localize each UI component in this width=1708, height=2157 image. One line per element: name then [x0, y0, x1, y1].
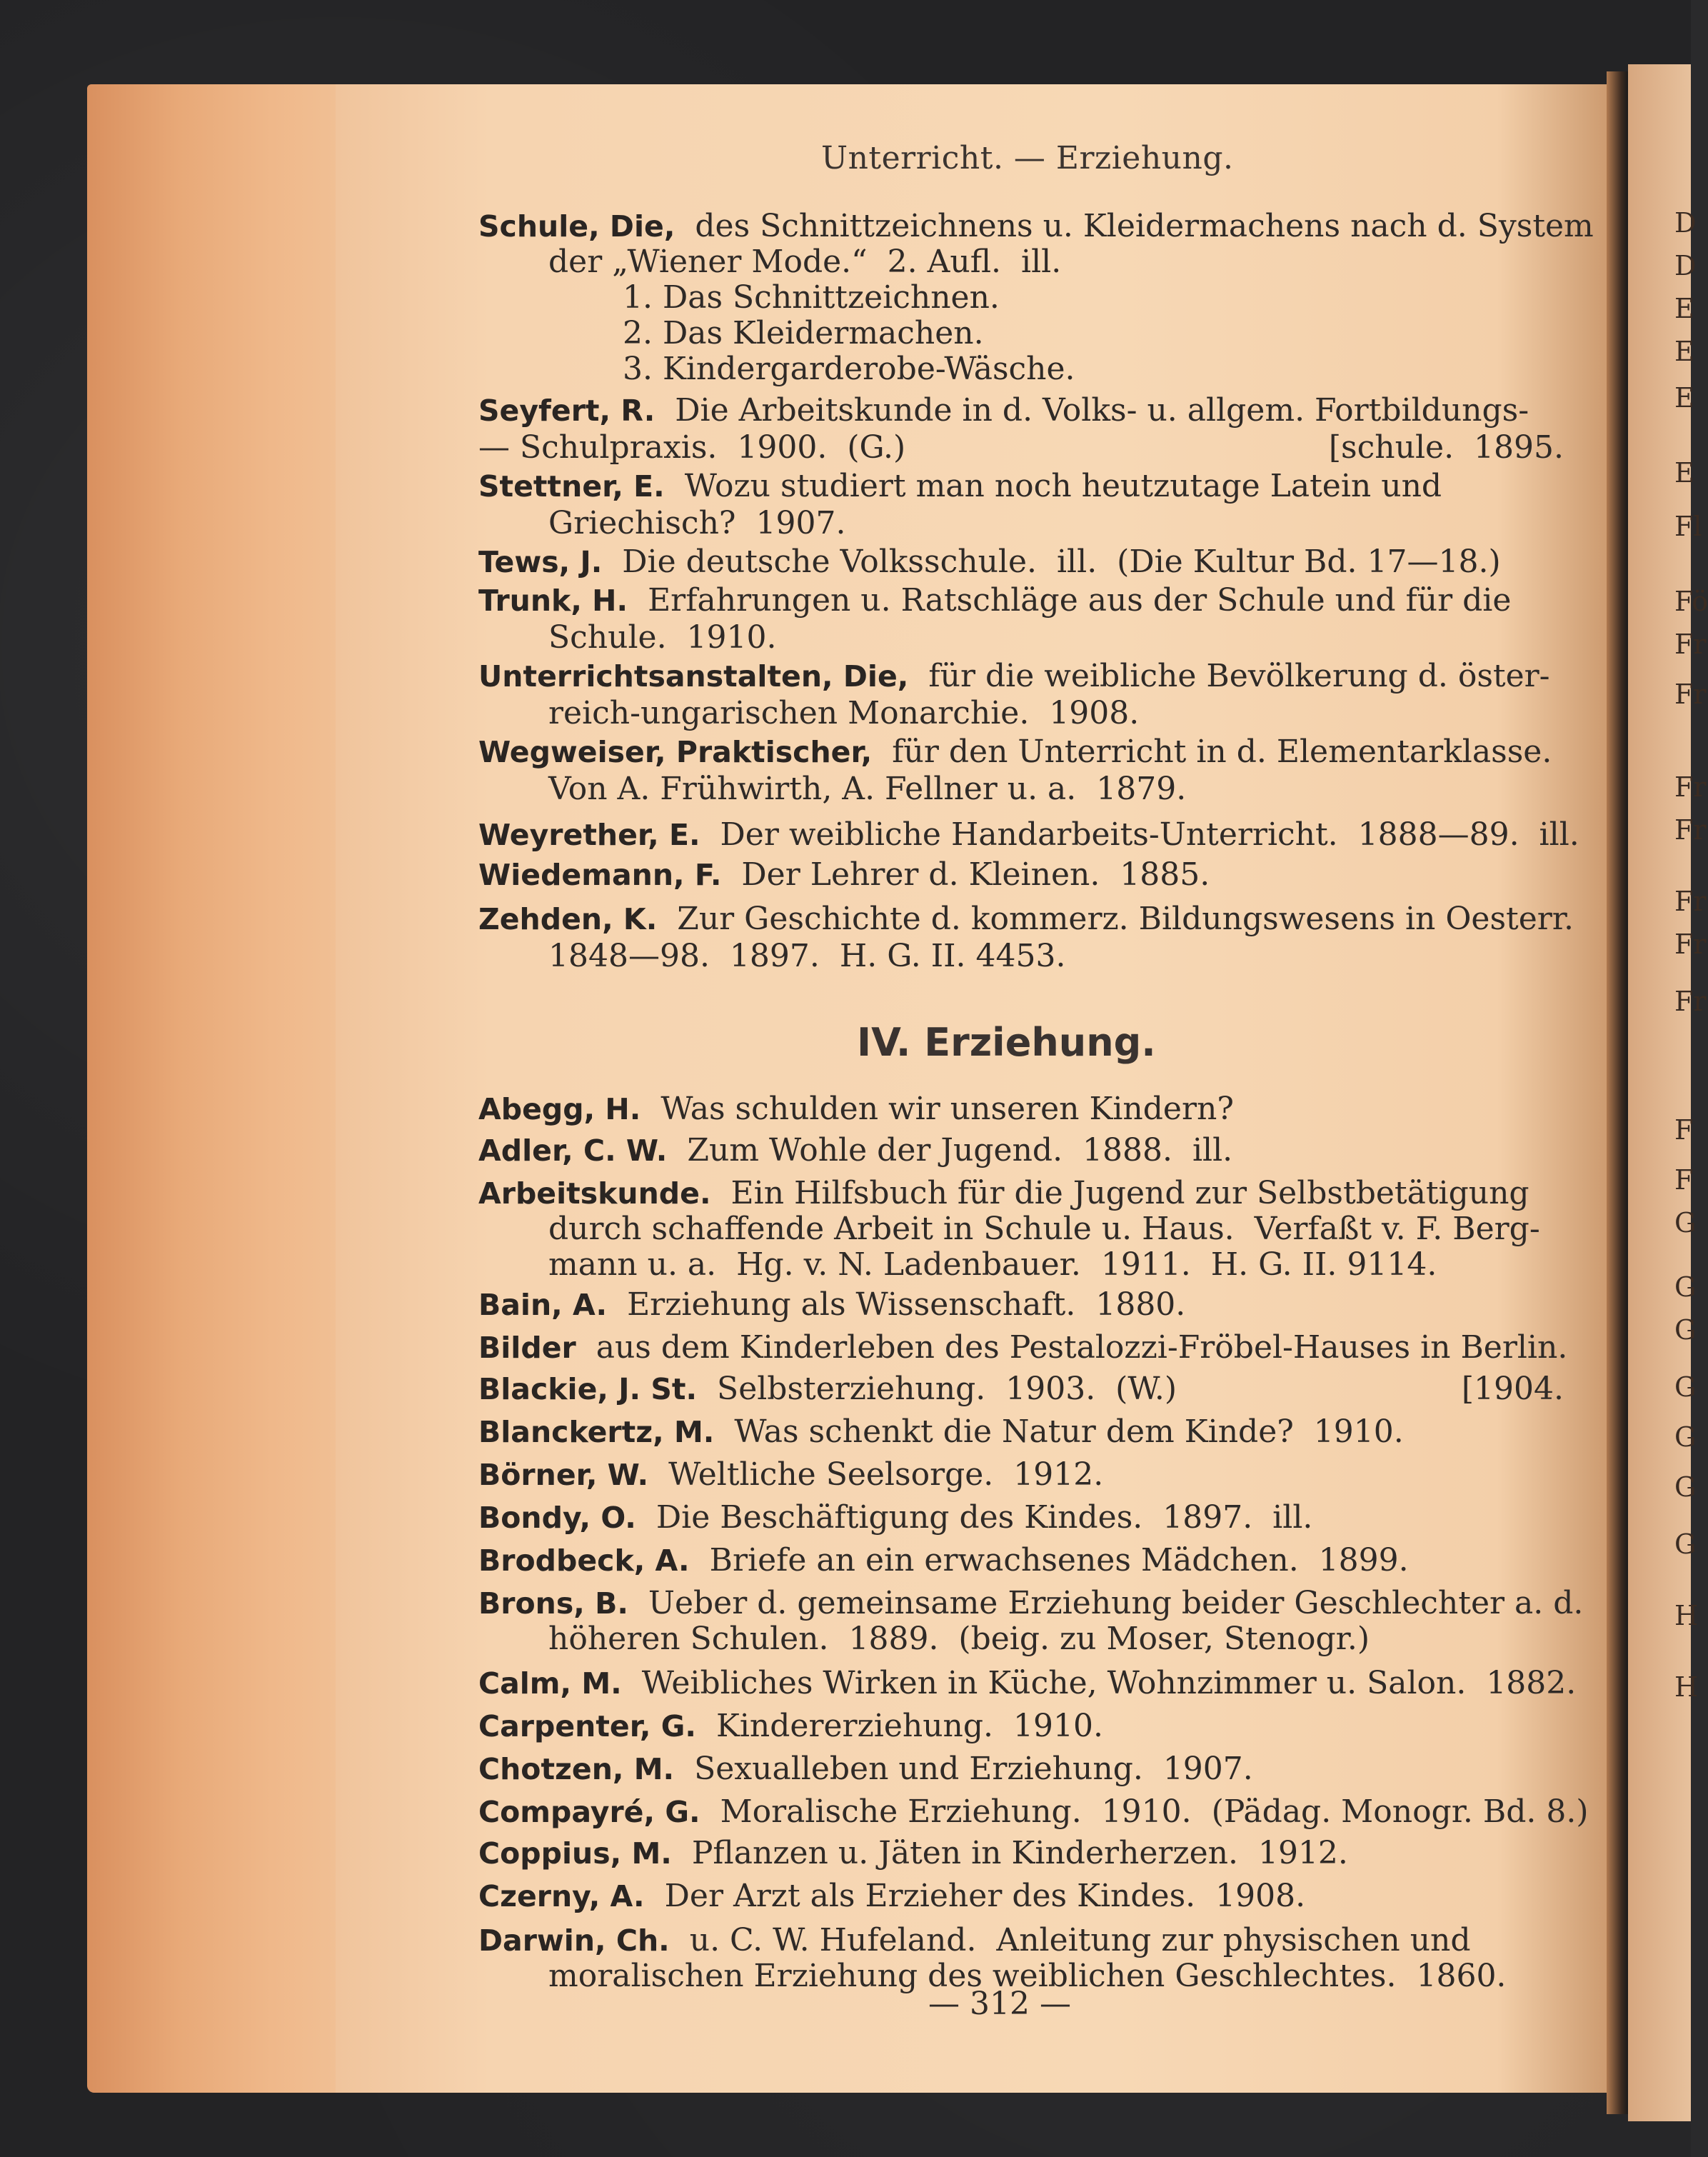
facing-page-letter: D [1674, 207, 1697, 239]
entry-author: Adler, C. W. [478, 1133, 668, 1168]
entry-text: Weltliche Seelsorge. 1912. [668, 1456, 1104, 1493]
entry-text: Sexualleben und Erziehung. 1907. [694, 1751, 1253, 1787]
entry-line [478, 1620, 1564, 1658]
entry-line [478, 816, 1579, 854]
entry-text: Der Arzt als Erzieher des Kindes. 1908. [664, 1878, 1306, 1914]
entry-line [478, 1131, 1564, 1170]
entry-text: mann u. a. Hg. v. N. Ladenbauer. 1911. H. G. II. 9114. [548, 1246, 1437, 1283]
facing-page-letter: Fr [1674, 814, 1707, 846]
entry-text: für den Unterricht in d. Elementarklasse. [892, 734, 1552, 770]
section-title: IV. Erziehung. [857, 1020, 1156, 1065]
facing-page-letter: Fr [1674, 629, 1707, 660]
entry-line [478, 1370, 1564, 1408]
entry-author: Bondy, O. [478, 1501, 636, 1535]
facing-page-letter: G [1674, 1271, 1697, 1303]
entry-continuation: [1904. [1461, 1371, 1564, 1407]
entry-text: des Schnittzeichnens u. Kleidermachens nach d. System [695, 208, 1594, 244]
facing-page-letter: E [1674, 336, 1694, 367]
entry-line [478, 1456, 1564, 1494]
entry-author: Bain, A. [478, 1288, 608, 1322]
entry-line [478, 581, 1564, 620]
entry-line [478, 1793, 1589, 1831]
entry-text: Griechisch? 1907. [548, 505, 846, 541]
entry-author: Blanckertz, M. [478, 1415, 715, 1449]
page-number: — 312 — [928, 1986, 1071, 2022]
entry-line [478, 733, 1564, 771]
entry-line [478, 900, 1574, 939]
entry-text: aus dem Kinderleben des Pestalozzi-Fröbel-Hauses in Berlin. [596, 1329, 1568, 1366]
entry-text: Briefe an ein erwachsenes Mädchen. 1899. [709, 1542, 1409, 1578]
entry-line [478, 1328, 1568, 1367]
entry-text: Was schenkt die Natur dem Kinde? 1910. [734, 1413, 1404, 1450]
entry-line [478, 1210, 1564, 1248]
facing-page-letter: Fr [1674, 771, 1707, 803]
facing-page-letter: E [1674, 293, 1694, 324]
entry-text: Ueber d. gemeinsame Erziehung beider Geschlechter a. d. [648, 1585, 1584, 1621]
facing-page-letter: Fr [1674, 986, 1707, 1017]
facing-page-letter: G [1674, 1528, 1697, 1560]
entry-text: Zur Geschichte d. kommerz. Bildungswesens in Oesterr. [677, 901, 1574, 937]
entry-author: Coppius, M. [478, 1836, 672, 1871]
entry-text: höheren Schulen. 1889. (beig. zu Moser, Stenogr.) [548, 1621, 1370, 1657]
entry-line [478, 619, 1564, 657]
entry-line [478, 657, 1564, 696]
facing-page-letter: H [1674, 1600, 1699, 1631]
entry-author: Weyrether, E. [478, 818, 700, 852]
entry-line [478, 1584, 1584, 1623]
entry-text: Wozu studiert man noch heutzutage Latein und [684, 468, 1442, 504]
entry-text: Selbsterziehung. 1903. (W.) [717, 1371, 1177, 1407]
facing-page-edge [1628, 64, 1694, 2121]
entry-author: Bilder [478, 1331, 576, 1365]
facing-page-letter: D [1674, 250, 1697, 281]
entry-author: Wiedemann, F. [478, 858, 722, 892]
entry-line [478, 770, 1564, 809]
entry-author: Blackie, J. St. [478, 1372, 698, 1406]
facing-page-letter: E [1674, 457, 1694, 489]
entry-text: Ein Hilfsbuch für die Jugend zur Selbstbetätigung [730, 1175, 1529, 1211]
entry-line [478, 1877, 1564, 1916]
entry-text: Pflanzen u. Jäten in Kinderherzen. 1912. [691, 1835, 1348, 1871]
entry-line [478, 1090, 1564, 1128]
entry-line [478, 1921, 1564, 1960]
entry-line [478, 350, 1564, 389]
entry-text: — Schulpraxis. 1900. (G.) [478, 429, 906, 466]
entry-line [478, 1246, 1564, 1284]
entry-text: Von A. Frühwirth, A. Fellner u. a. 1879. [548, 771, 1187, 807]
book-gutter [1607, 71, 1628, 2114]
entry-author: Brodbeck, A. [478, 1543, 690, 1578]
entry-author: Schule, Die, [478, 209, 675, 244]
entry-author: Chotzen, M. [478, 1752, 675, 1786]
entry-line [478, 279, 1564, 317]
entry-text: Der weibliche Handarbeits-Unterricht. 1888—89. ill. [720, 816, 1579, 853]
entry-continuation: [schule. 1895. [1328, 429, 1564, 466]
entry-line [478, 243, 1564, 281]
facing-page-letter: E [1674, 382, 1694, 414]
entry-author: Stettner, E. [478, 469, 665, 504]
entry-line [478, 1750, 1564, 1788]
entry-text: Moralische Erziehung. 1910. (Pädag. Monogr. Bd. 8.) [720, 1793, 1589, 1830]
entry-author: Wegweiser, Praktischer, [478, 735, 873, 769]
entry-author: Compayré, G. [478, 1795, 700, 1829]
entry-author: Abegg, H. [478, 1092, 641, 1126]
entry-author: Brons, B. [478, 1586, 628, 1621]
entry-line [478, 1174, 1564, 1213]
entry-line [478, 543, 1564, 581]
entry-line [478, 391, 1564, 430]
entry-text: Erfahrungen u. Ratschläge aus der Schule und für die [648, 582, 1512, 619]
entry-text: u. C. W. Hufeland. Anleitung zur physischen und [689, 1922, 1471, 1958]
entry-line [478, 1413, 1564, 1451]
entry-author: Seyfert, R. [478, 394, 655, 428]
entry-author: Arbeitskunde. [478, 1176, 711, 1211]
entry-line [478, 1664, 1577, 1703]
entry-text: für die weibliche Bevölkerung d. öster- [928, 658, 1550, 694]
entry-text: 3. Kindergarderobe-Wäsche. [623, 351, 1075, 387]
running-head: Unterricht. — Erziehung. [821, 140, 1234, 176]
entry-line [478, 856, 1564, 894]
entry-author: Börner, W. [478, 1458, 649, 1492]
entry-line [478, 1286, 1564, 1324]
facing-page-letter: Fr [1674, 929, 1707, 960]
facing-page-letter: Fl [1674, 511, 1702, 542]
entry-text: reich-ungarischen Monarchie. 1908. [548, 695, 1140, 731]
entry-line [478, 1498, 1564, 1537]
entry-author: Calm, M. [478, 1666, 622, 1701]
entry-text: Die Arbeitskunde in d. Volks- u. allgem. Fortbildungs- [675, 392, 1529, 429]
facing-page-letter: G [1674, 1207, 1697, 1238]
facing-page-letter: H [1674, 1671, 1699, 1703]
entry-text: Was schulden wir unseren Kindern? [660, 1091, 1234, 1127]
entry-text: Der Lehrer d. Kleinen. 1885. [741, 856, 1210, 893]
facing-page-letter: Fö [1674, 586, 1708, 617]
facing-page-letter: G [1674, 1471, 1697, 1503]
entry-line [478, 314, 1564, 353]
entry-text: moralischen Erziehung des weiblichen Geschlechtes. 1860. [548, 1958, 1507, 1994]
facing-page-letter: G [1674, 1371, 1697, 1403]
entry-text: 1. Das Schnittzeichnen. [623, 279, 1000, 316]
entry-text: Die Beschäftigung des Kindes. 1897. ill. [655, 1499, 1313, 1536]
facing-page-letter: G [1674, 1314, 1697, 1346]
entry-author: Czerny, A. [478, 1879, 645, 1913]
entry-line [478, 467, 1564, 506]
facing-page-letter: Fr [1674, 679, 1707, 710]
facing-page-letter: F [1674, 1164, 1694, 1196]
entry-text: 1848—98. 1897. H. G. II. 4453. [548, 938, 1066, 974]
entry-text: der „Wiener Mode.“ 2. Aufl. ill. [548, 244, 1062, 280]
entry-author: Tews, J. [478, 545, 603, 579]
facing-page-letter: Fr [1674, 886, 1707, 917]
facing-page-letter: F [1674, 1114, 1694, 1146]
entry-author: Unterrichtsanstalten, Die, [478, 659, 909, 694]
entry-line [478, 694, 1564, 733]
entry-line [478, 429, 1564, 467]
entry-line [478, 207, 1594, 246]
entry-author: Carpenter, G. [478, 1709, 696, 1743]
entry-text: Erziehung als Wissenschaft. 1880. [627, 1286, 1186, 1323]
entry-text: Die deutsche Volksschule. ill. (Die Kultur Bd. 17—18.) [622, 544, 1501, 580]
entry-author: Darwin, Ch. [478, 1923, 670, 1958]
page-block-edge [87, 84, 351, 2093]
entry-text: Zum Wohle der Jugend. 1888. ill. [687, 1132, 1233, 1168]
entry-line [478, 937, 1564, 976]
entry-author: Zehden, K. [478, 902, 658, 936]
entry-text: Kindererziehung. 1910. [715, 1708, 1103, 1744]
facing-page-letter: G [1674, 1421, 1697, 1453]
entry-text: durch schaffende Arbeit in Schule u. Haus. Verfaßt v. F. Berg- [548, 1211, 1540, 1247]
entry-text: Schule. 1910. [548, 619, 777, 656]
entry-text: Weibliches Wirken in Küche, Wohnzimmer u. Salon. 1882. [641, 1665, 1577, 1701]
entry-line [478, 1707, 1564, 1746]
entry-line [478, 1541, 1564, 1580]
entry-text: 2. Das Kleidermachen. [623, 315, 984, 351]
entry-line [478, 504, 1564, 543]
entry-line [478, 1834, 1564, 1873]
entry-author: Trunk, H. [478, 584, 628, 618]
